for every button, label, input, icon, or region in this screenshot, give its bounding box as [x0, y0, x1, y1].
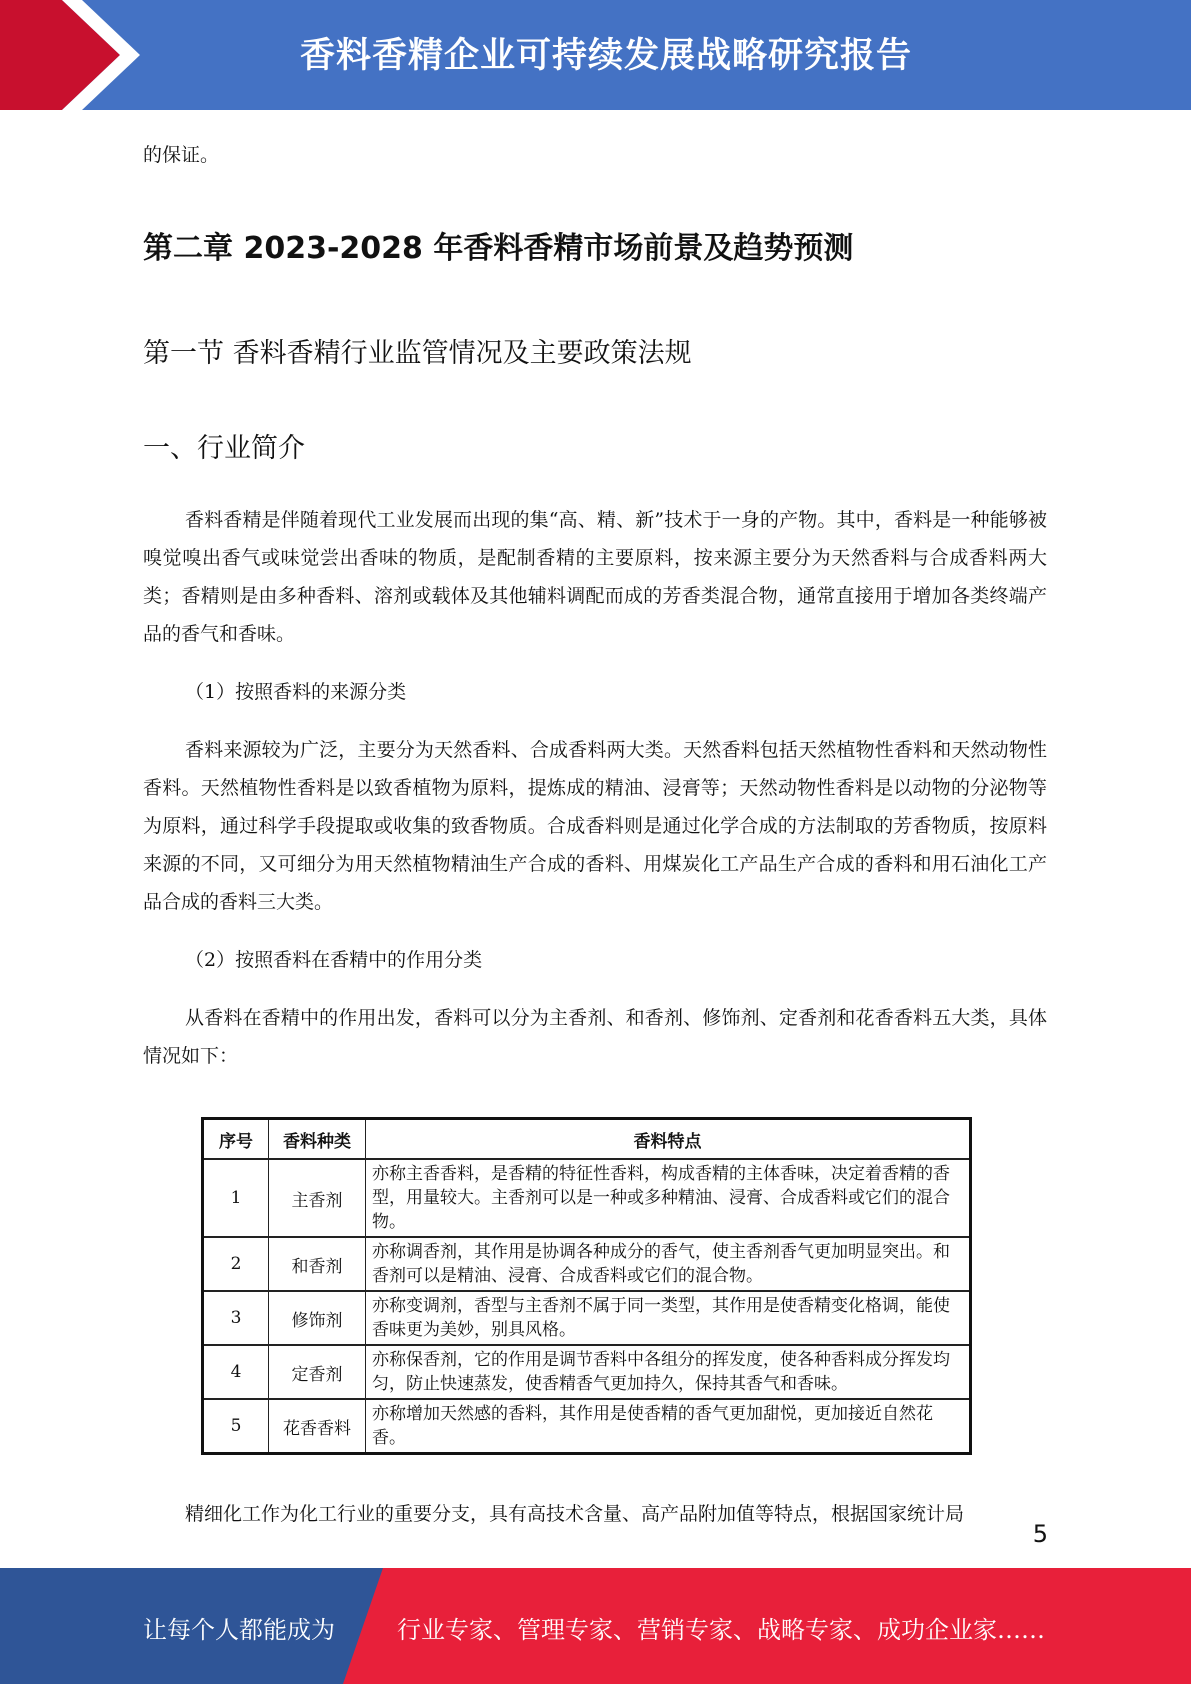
intro-tail: 的保证。	[143, 144, 220, 166]
spice-feature: 亦称增加天然感的香料，其作用是使香精的香气更加甜悦，更加接近自然花香。	[366, 1399, 971, 1454]
spice-type: 主香剂	[269, 1159, 366, 1237]
spice-feature: 亦称变调剂，香型与主香剂不属于同一类型，其作用是使香精变化格调，能使香味更为美妙，别具风格。	[366, 1291, 971, 1345]
row-number: 4	[203, 1345, 269, 1399]
page-number: 5	[1032, 1520, 1048, 1548]
report-title: 香料香精企业可持续发展战略研究报告	[300, 36, 913, 76]
spice-type: 修饰剂	[269, 1291, 366, 1345]
footer-slogan-left: 让每个人都能成为	[143, 1616, 335, 1644]
spice-table-wrap	[201, 1117, 1047, 1455]
section-title: 第一节 香料香精行业监管情况及主要政策法规	[143, 338, 692, 369]
chapter-title: 第二章 2023-2028 年香料香精市场前景及趋势预测	[143, 231, 854, 266]
spice-feature: 亦称主香香料，是香精的特征性香料，构成香精的主体香味，决定着香精的香型，用量较大。主香剂可以是一种或多种精油、浸膏、合成香料或它们的混合物。	[366, 1159, 971, 1237]
spice-type-table	[201, 1117, 972, 1455]
page-content	[143, 130, 1047, 1533]
header-chevron-decoration	[0, 0, 150, 110]
table-row	[203, 1237, 971, 1291]
row-number: 5	[203, 1399, 269, 1454]
spice-feature: 亦称保香剂，它的作用是调节香料中各组分的挥发度，使各种香料成分挥发均匀，防止快速蒸发，使香精香气更加持久，保持其香气和香味。	[366, 1345, 971, 1399]
page-header	[0, 0, 1191, 110]
page-footer	[0, 1568, 1191, 1684]
footer-slogan-right: 行业专家、管理专家、营销专家、战略专家、成功企业家……	[397, 1616, 1045, 1644]
header-cell: 序号	[203, 1119, 269, 1160]
header-cell: 香料特点	[366, 1119, 971, 1160]
row-number: 3	[203, 1291, 269, 1345]
paragraph-2: 香料来源较为广泛，主要分为天然香料、合成香料两大类。天然香料包括天然植物性香料和天然动物性香料。天然植物性香料是以致香植物为原料，提炼成的精油、浸膏等；天然动物性香料是以动物的分泌物等为原料，通过科学手段提取或收集的致香物质。合成香料则是通过化学合成的方法制取的芳香物质，按原料来源的不同，又可细分为用天然植物精油生产合成的香料、用煤炭化工产品生产合成的香料和用石油化工产品合成的香料三大类。	[143, 739, 1047, 913]
spice-type: 花香香料	[269, 1399, 366, 1454]
table-row	[203, 1345, 971, 1399]
table-row	[203, 1291, 971, 1345]
classification-label-1: （1）按照香料的来源分类	[185, 681, 407, 703]
spice-feature: 亦称调香剂，其作用是协调各种成分的香气，使主香剂香气更加明显突出。和香剂可以是精油、浸膏、合成香料或它们的混合物。	[366, 1237, 971, 1291]
row-number: 1	[203, 1159, 269, 1237]
table-row	[203, 1159, 971, 1237]
table-header-row	[203, 1119, 971, 1160]
spice-type: 定香剂	[269, 1345, 366, 1399]
table-row	[203, 1399, 971, 1454]
row-number: 2	[203, 1237, 269, 1291]
paragraph-1: 香料香精是伴随着现代工业发展而出现的集“高、精、新”技术于一身的产物。其中，香料是一种能够被嗅觉嗅出香气或味觉尝出香味的物质，是配制香精的主要原料，按来源主要分为天然香料与合成香料两大类；香精则是由多种香料、溶剂或载体及其他辅料调配而成的芳香类混合物，通常直接用于增加各类终端产品的香气和香味。	[143, 509, 1047, 645]
paragraph-4: 精细化工作为化工行业的重要分支，具有高技术含量、高产品附加值等特点，根据国家统计局	[185, 1503, 965, 1525]
classification-label-2: （2）按照香料在香精中的作用分类	[185, 949, 483, 971]
paragraph-3: 从香料在香精中的作用出发，香料可以分为主香剂、和香剂、修饰剂、定香剂和花香香料五大类，具体情况如下：	[143, 1007, 1047, 1067]
header-cell: 香料种类	[269, 1119, 366, 1160]
spice-type: 和香剂	[269, 1237, 366, 1291]
subsection-title: 一、行业简介	[143, 433, 305, 464]
